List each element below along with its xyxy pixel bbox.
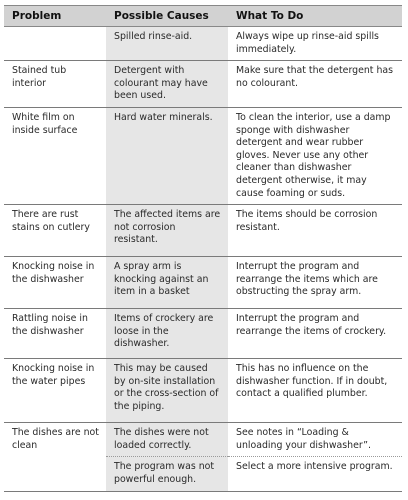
todo-cell: See notes in “Loading & unloading your dishwasher”. <box>228 423 402 457</box>
todo-cell: To clean the interior, use a damp sponge with dishwasher detergent and wear rubber gloves. Never use any other cleaner than dishwasher detergent otherwise, it may cause foaming or suds. <box>228 107 402 204</box>
todo-cell: This has no influence on the dishwasher function. If in doubt, contact a qualified plumber. <box>228 359 402 423</box>
cause-cell: Detergent with colourant may have been used. <box>106 61 228 108</box>
table-row <box>4 423 402 457</box>
problem-cell: White film on inside surface <box>4 107 106 204</box>
cause-cell: Spilled rinse-aid. <box>106 27 228 61</box>
cause-cell: This may be caused by on-site installation or the cross-section of the piping. <box>106 359 228 423</box>
cause-cell: The program was not powerful enough. <box>106 457 228 491</box>
todo-cell: Interrupt the program and rearrange the items of crockery. <box>228 309 402 359</box>
table-row <box>4 27 402 61</box>
table-row <box>4 359 402 423</box>
table-row <box>4 107 402 204</box>
cause-cell: The affected items are not corrosion resistant. <box>106 205 228 257</box>
problem-cell: Stained tub interior <box>4 61 106 108</box>
problem-cell: Knocking noise in the water pipes <box>4 359 106 423</box>
problem-cell: The dishes are not clean <box>4 423 106 491</box>
todo-cell: Select a more intensive program. <box>228 457 402 491</box>
cause-cell: Hard water minerals. <box>106 107 228 204</box>
header-problem: Problem <box>4 6 106 27</box>
cause-cell: Items of crockery are loose in the dishwasher. <box>106 309 228 359</box>
problem-cell <box>4 27 106 61</box>
todo-cell: Make sure that the detergent has no colourant. <box>228 61 402 108</box>
problem-cell: Rattling noise in the dishwasher <box>4 309 106 359</box>
table-row <box>4 61 402 108</box>
problem-cell: There are rust stains on cutlery <box>4 205 106 257</box>
todo-cell: Interrupt the program and rearrange the items which are obstructing the spray arm. <box>228 257 402 309</box>
header-possible-causes: Possible Causes <box>106 6 228 27</box>
problem-cell: Knocking noise in the dishwasher <box>4 257 106 309</box>
cause-cell: A spray arm is knocking against an item in a basket <box>106 257 228 309</box>
table-row <box>4 205 402 257</box>
troubleshooting-table <box>4 5 402 492</box>
table-row <box>4 257 402 309</box>
todo-cell: Always wipe up rinse-aid spills immediately. <box>228 27 402 61</box>
todo-cell: The items should be corrosion resistant. <box>228 205 402 257</box>
header-what-to-do: What To Do <box>228 6 402 27</box>
table-row <box>4 309 402 359</box>
cause-cell: The dishes were not loaded correctly. <box>106 423 228 457</box>
header-row <box>4 6 402 27</box>
